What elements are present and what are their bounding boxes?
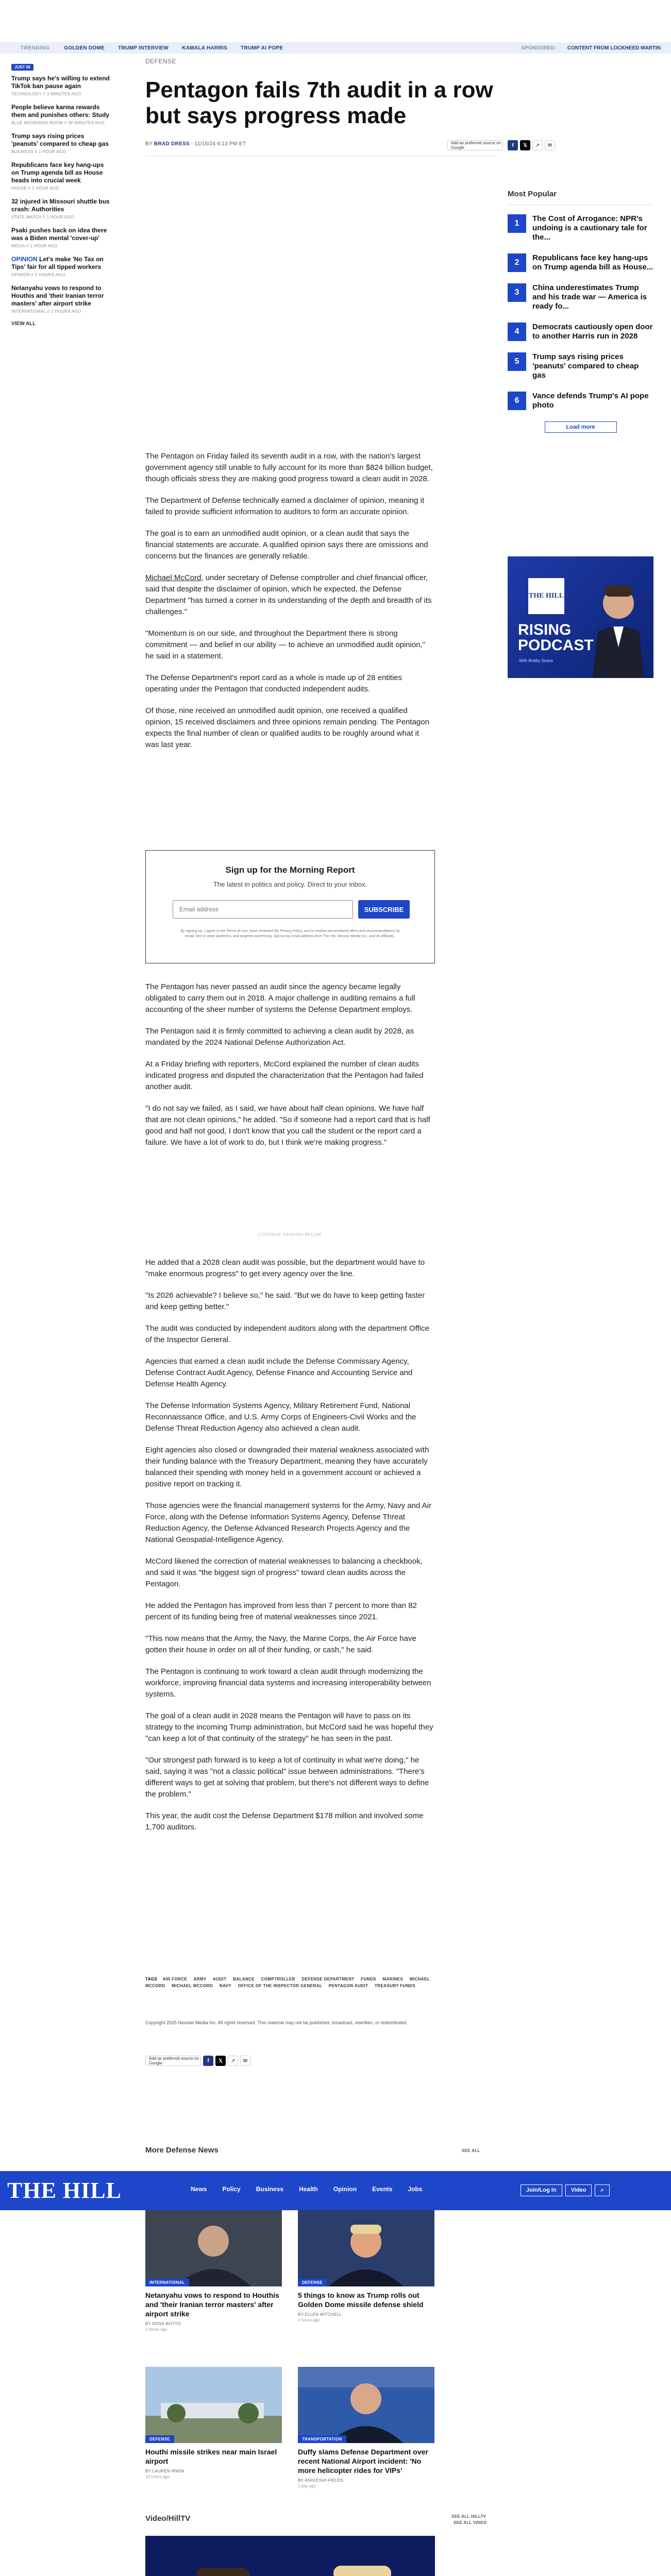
paragraph: "Momentum is on our side, and throughout the Department there is strong commitment — and belief in our ability — to achieve an unmodified audit opinion," he said in a statement. — [145, 629, 426, 660]
rail-story-meta: OPINION // 2 HOURS AGO — [11, 273, 65, 277]
category-badge: DEFENSE — [298, 2279, 327, 2286]
news-card-author[interactable]: BY ELLEN MITCHELL — [298, 2312, 342, 2317]
trending-item[interactable]: KAMALA HARRIS — [182, 45, 228, 51]
most-popular — [508, 190, 653, 433]
tags-label: TAGS — [145, 1977, 158, 1981]
sponsored-label: SPONSORED: — [521, 45, 556, 51]
tag-link[interactable]: OFFICE OF THE INSPECTOR GENERAL — [238, 1984, 323, 1988]
trending-item[interactable]: TRUMP INTERVIEW — [118, 45, 169, 51]
x-icon[interactable]: 𝕏 — [215, 2056, 226, 2066]
news-card[interactable] — [298, 2367, 434, 2488]
copyright: Copyright 2025 Nexstar Media Inc. All rights reserved. This material may not be published, broadcast, rewritten, or redistributed. — [145, 2020, 408, 2025]
video-thumbnail — [145, 2536, 435, 2576]
rail-story-meta: HOUSE // 1 HOUR AGO — [11, 186, 59, 191]
host-photo — [590, 575, 647, 678]
comment-icon[interactable]: ✉ — [240, 2056, 250, 2066]
paragraph: At a Friday briefing with reporters, McCord explained the number of clean audits indicated progress and disputed the characterization that the Pentagon had failed another audit. — [145, 1060, 424, 1091]
popular-item-title[interactable]: Democrats cautiously open door to another Harris run in 2028 — [532, 323, 653, 341]
section-label[interactable]: DEFENSE — [145, 58, 177, 65]
rail-story-meta: BLUE BROWSING ROOM // 38 MINUTES AGO — [11, 121, 105, 125]
tag-link[interactable]: PENTAGON AUDIT — [328, 1984, 368, 1988]
paragraph: This year, the audit cost the Defense Department $178 million and involved some 1,700 auditors. — [145, 1811, 424, 1832]
trending-item[interactable]: GOLDEN DOME — [64, 45, 105, 51]
mccord-link[interactable]: Michael McCord — [145, 573, 202, 582]
popular-item[interactable] — [508, 352, 653, 380]
news-card-time: 2 hours ago — [145, 2327, 167, 2332]
paragraph: The Defense Information Systems Agency, Military Retirement Fund, National Reconnaissance Office, and U.S. Army Corps of Engineers-Civil Works and the Defense Threat Reduction Agency also achieved a clean audit. — [145, 1401, 416, 1433]
news-card-image[interactable] — [298, 2210, 434, 2286]
most-popular-title: Most Popular — [508, 190, 653, 205]
primary-nav — [191, 2185, 422, 2193]
featured-video[interactable] — [145, 2536, 435, 2576]
podcast-host: With Robby Soave — [519, 658, 553, 663]
byline — [145, 141, 246, 147]
rail-story[interactable] — [11, 198, 112, 219]
see-all-hilltv-link[interactable]: SEE ALL HILLTV — [451, 2514, 487, 2519]
category-badge: INTERNATIONAL — [145, 2279, 189, 2286]
nav-news[interactable]: News — [191, 2185, 207, 2193]
news-card-time: 1 day ago — [298, 2484, 316, 2488]
paragraph: The Pentagon said it is firmly committed to achieving a clean audit by 2028, as mandated by the 2024 National Defense Authorization Act. — [145, 1027, 414, 1047]
paragraph: Agencies that earned a clean audit include the Defense Commissary Agency, Defense Contract Audit Agency, Defense Finance and Accounting Service and Defense Health Agency. — [145, 1357, 413, 1388]
rail-story[interactable] — [11, 284, 112, 314]
rail-story[interactable] — [11, 161, 112, 191]
paragraph: He added that a 2028 clean audit was possible, but the department would have to "make enormous progress" to get every agency over the line. — [145, 1258, 425, 1278]
rail-story-title[interactable] — [11, 256, 112, 271]
popular-item-title[interactable]: Vance defends Trump's AI pope photo — [532, 392, 649, 410]
share-bar-bottom — [145, 2056, 250, 2066]
tag-link[interactable]: MARINES — [382, 1977, 404, 1981]
rail-story-meta: STATE WATCH // 1 HOUR AGO — [11, 215, 74, 219]
rank-number: 2 — [508, 253, 526, 272]
paragraph: "I do not say we failed, as I said, we have about half clean opinions. We have half that are not clean opinions," he added. "So if someone had a report card that is half good and half not good, I don't know that you call the student or the report card a failure. We have a lot of work to do, but I think we're making progress." — [145, 1104, 430, 1147]
rail-story[interactable] — [11, 227, 112, 248]
article-body-a — [145, 451, 434, 761]
popular-item-title[interactable]: The Cost of Arrogance: NPR's undoing is a cautionary tale for the... — [532, 214, 647, 242]
news-card-title[interactable]: Netanyahu vows to respond to Houthis and 'their Iranian terror masters' after airport strike — [145, 2291, 279, 2318]
rail-story-title[interactable]: Psaki pushes back on idea there was a Biden mental 'cover-up' — [11, 227, 107, 242]
paragraph: "This now means that the Army, the Navy, the Marine Corps, the Air Force have gotten their house in order on all of their funding, or cash," he said. — [145, 1634, 416, 1654]
popular-item-title[interactable]: Republicans face key hang-ups on Trump agenda bill as House... — [532, 253, 653, 272]
share-bar — [447, 140, 503, 150]
nav-events[interactable]: Events — [372, 2185, 393, 2193]
see-all-link[interactable]: SEE ALL — [462, 2148, 480, 2153]
news-card-author[interactable]: BY ASHLEIGH FIELDS — [298, 2478, 344, 2483]
nav-business[interactable]: Business — [256, 2185, 284, 2193]
trending-item[interactable]: TRUMP AI POPE — [241, 45, 283, 51]
opinion-tag: OPINION — [11, 256, 38, 263]
nav-actions — [521, 2184, 610, 2196]
tag-link[interactable]: AUDIT — [212, 1977, 227, 1981]
tag-link[interactable]: MICHAEL MCCORD — [172, 1984, 213, 1988]
paragraph: The goal of a clean audit in 2028 means the Pentagon will have to pass on its strategy to the incoming Trump administration, but McCord said he was hopeful they "can keep a lot of that continuity of the strategy" he has seen in the past. — [145, 1711, 433, 1743]
news-card-author[interactable]: BY ROSA BOYTO — [145, 2321, 181, 2326]
rank-number: 5 — [508, 352, 526, 371]
share-icon[interactable]: ↗ — [532, 140, 543, 150]
category-badge: TRANSPORTATION — [298, 2435, 346, 2443]
nav-policy[interactable]: Policy — [222, 2185, 241, 2193]
facebook-icon[interactable]: f — [203, 2056, 213, 2066]
duffy-photo — [298, 2367, 434, 2443]
login-button[interactable]: Join/Log In — [521, 2184, 562, 2196]
site-nav-bar — [0, 2171, 671, 2210]
rail-story[interactable] — [11, 75, 112, 96]
view-all-link[interactable]: VIEW ALL — [11, 321, 36, 327]
popular-item-title[interactable]: China underestimates Trump and his trade war — America is ready fo... — [532, 283, 647, 311]
news-card-title[interactable]: Duffy slams Defense Department over recent National Airport incident: 'No more helicopter rides for VIPs' — [298, 2448, 428, 2475]
trending-label: TRENDING — [21, 45, 50, 51]
news-card-image[interactable] — [298, 2367, 434, 2443]
continue-reading-label: CONTINUE READING BELOW — [258, 1232, 322, 1237]
the-hill-brand[interactable]: THE HILL — [7, 2178, 122, 2203]
article-body-d — [145, 1257, 434, 1843]
tag-link[interactable]: COMPTROLLER — [261, 1977, 295, 1981]
tag-link[interactable]: ARMY — [193, 1977, 207, 1981]
rail-story-meta: INTERNATIONAL // 2 HOURS AGO — [11, 309, 81, 314]
google-preferred-button[interactable]: Add as preferred source on Google — [447, 140, 503, 150]
paragraph: "Is 2026 achievable? I believe so," he said. "But we do have to keep getting faster and keep getting better." — [145, 1291, 425, 1311]
newsletter-title: Sign up for the Morning Report — [225, 865, 355, 875]
popular-item[interactable] — [508, 283, 653, 311]
byline-prefix: BY — [145, 141, 153, 147]
nav-health[interactable]: Health — [299, 2185, 318, 2193]
popular-item[interactable] — [508, 323, 653, 341]
rising-podcast-ad[interactable] — [508, 556, 653, 678]
paragraph: "Our strongest path forward is to keep a lot of continuity in what we're doing," he said, saying it was "not a classic political" issue between administrations. "There's different ways to get at solving that problem, but there's not different ways to define the problem." — [145, 1756, 429, 1799]
publish-date: - 11/15/24 6:13 PM ET — [191, 141, 246, 147]
news-card-image[interactable] — [145, 2367, 282, 2443]
rail-story-title[interactable]: 32 injured in Missouri shuttle bus crash: Authorities — [11, 198, 110, 213]
rank-number: 1 — [508, 214, 526, 233]
more-news-title: More Defense News — [145, 2146, 219, 2155]
paragraph: He added the Pentagon has improved from less than 7 percent to more than 82 percent of its funding being free of material weaknesses since 2021. — [145, 1601, 417, 1621]
rail-story[interactable] — [11, 104, 112, 125]
google-preferred-button[interactable]: Add as preferred source on Google — [145, 2056, 201, 2066]
news-card[interactable] — [145, 2210, 282, 2332]
article-headline: Pentagon fails 7th audit in a row but says progress made — [145, 77, 493, 128]
rail-story-title[interactable]: Republicans face key hang-ups on Trump agenda bill as House heads into crucial week — [11, 161, 104, 184]
the-hill-logo: THE HILL — [528, 578, 564, 614]
search-icon[interactable]: ⌕ — [595, 2184, 609, 2196]
tag-link[interactable]: NAVY — [219, 1984, 232, 1988]
news-card-title[interactable]: Houthi missile strikes near main Israel airport — [145, 2448, 277, 2465]
paragraph-text: , under secretary of Defense comptroller and chief financial officer, said that despite the disclaimer of opinion, which he expected, the Defense Department "has turned a corner in its understanding of the depth and breadth of its challenges." — [145, 573, 432, 616]
rail-story-title[interactable]: People believe karma rewards them and punishes others: Study — [11, 104, 110, 118]
see-all-video-link[interactable]: SEE ALL VIDEO — [454, 2520, 487, 2525]
news-card-image[interactable] — [145, 2210, 282, 2286]
sponsored-link[interactable]: CONTENT FROM LOCKHEED MARTIN — [567, 45, 661, 51]
rail-story-meta: BUSINESS // 1 HOUR AGO — [11, 149, 66, 154]
paragraph: McCord likened the correction of material weaknesses to balancing a checkbook, and said it was "the biggest sign of progress" toward clean audits across the Pentagon. — [145, 1557, 423, 1588]
tag-link[interactable]: AIR FORCE — [162, 1977, 188, 1981]
tag-link[interactable]: DEFENSE DEPARTMENT — [301, 1977, 355, 1981]
newsletter-desc: The latest in politics and policy. Direct to your inbox. — [213, 880, 367, 888]
paragraph: The Pentagon is continuing to work toward a clean audit through modernizing the workforce, improving financial data systems and increasing interoperability between systems. — [145, 1667, 431, 1699]
newsletter-signup — [145, 850, 435, 963]
paragraph — [145, 572, 434, 618]
just-in-badge: JUST IN — [11, 64, 33, 71]
rail-story[interactable] — [11, 256, 112, 277]
email-field[interactable]: Email address — [173, 900, 353, 919]
facebook-icon[interactable]: f — [508, 140, 518, 150]
rail-story-meta: TECHNOLOGY // 2 MINUTES AGO — [11, 92, 81, 96]
news-card-time: 4 hours ago — [298, 2318, 320, 2323]
load-more-button[interactable]: Load more — [545, 421, 617, 433]
popular-item[interactable] — [508, 253, 653, 272]
tags — [145, 1976, 434, 1989]
rank-number: 4 — [508, 323, 526, 341]
just-in-rail — [11, 62, 112, 327]
subscribe-button[interactable]: SUBSCRIBE — [358, 900, 410, 919]
podcast-line1: RISING — [518, 621, 572, 638]
news-card-title[interactable]: 5 things to know as Trump rolls out Golden Dome missile defense shield — [298, 2291, 424, 2309]
article-body-c — [145, 981, 434, 1159]
video-section-title: Video/HillTV — [145, 2514, 191, 2523]
x-icon[interactable]: 𝕏 — [520, 140, 530, 150]
tag-link[interactable]: MICHAEL MCCORD — [145, 1977, 430, 1988]
tag-link[interactable]: TREASURY FUNDS — [374, 1984, 415, 1988]
paragraph: Of those, nine received an unmodified audit opinion, one received a qualified opinion, 15 received disclaimers and three opinions remain pending. The Pentagon expects the final number of clean or qualified audits to be roughly around what it was last year. — [145, 706, 429, 749]
author-link[interactable]: BRAD DRESS — [154, 141, 190, 147]
paragraph: The goal is to earn an unmodified audit opinion, or a clean audit that says the financial statements are accurate. A qualified opinion says there are omissions and concerns but the finances are generally reliable. — [145, 529, 428, 561]
airport-photo — [145, 2367, 282, 2443]
popular-item[interactable] — [508, 392, 653, 410]
trump-photo — [298, 2210, 434, 2286]
popular-item[interactable] — [508, 214, 653, 242]
popular-item-title[interactable]: Trump says rising prices 'peanuts' compared to cheap gas — [532, 352, 639, 380]
category-badge: DEFENSE — [145, 2435, 174, 2443]
comment-icon[interactable]: ✉ — [545, 140, 555, 150]
rail-story-meta: MEDIA // 1 HOUR AGO — [11, 244, 58, 248]
tag-link[interactable]: BALANCE — [233, 1977, 255, 1981]
share-icons — [508, 140, 555, 150]
paragraph: Eight agencies also closed or downgraded their material weakness associated with their funding balance with the Treasury Department, meaning they have accurately balanced their spending with money held in a government account or achieved a positive report on tracking it. — [145, 1446, 429, 1488]
rail-story[interactable] — [11, 132, 112, 154]
newsletter-fine-print: By signing up, I agree to the Terms of Use, have reviewed the Privacy Policy, and to receive personalized offers and recommendations by email, text or other platforms, and targeted advertising. Opt-out by email address from The Hill. Nexstar Media Inc., and its affiliates. — [180, 929, 400, 938]
news-card[interactable] — [145, 2367, 282, 2479]
paragraph: Those agencies were the financial management systems for the Army, Navy and Air Force, along with the Defense Information Systems Agency, Defense Threat Reduction Agency, the Defense Advanced Research Projects Agency and the National Geospatial-Intelligence Agency. — [145, 1501, 431, 1544]
paragraph: The Pentagon on Friday failed its seventh audit in a row, with the nation's largest government agency still unable to fully account for its more than $824 billion budget, though officials stress they are making good progress toward a clean audit in 2028. — [145, 452, 433, 483]
paragraph: The Department of Defense technically earned a disclaimer of opinion, meaning it failed to provide sufficient information to auditors to form an accurate opinion. — [145, 496, 425, 516]
news-card[interactable] — [298, 2210, 434, 2323]
trending-bar — [0, 42, 671, 54]
netanyahu-photo — [145, 2210, 282, 2286]
share-icon[interactable]: ↗ — [228, 2056, 238, 2066]
podcast-line2: PODCAST — [518, 637, 594, 654]
news-card-author[interactable]: BY LAUREN IRWIN — [145, 2469, 184, 2473]
nav-jobs[interactable]: Jobs — [408, 2185, 423, 2193]
rank-number: 3 — [508, 283, 526, 302]
tag-link[interactable]: FUNDS — [361, 1977, 376, 1981]
nav-opinion[interactable]: Opinion — [333, 2185, 357, 2193]
podcast-title — [518, 622, 594, 653]
news-card-time: 10 hours ago — [145, 2475, 170, 2479]
rank-number: 6 — [508, 392, 526, 410]
rail-story-title-text[interactable]: Let's make 'No Tax on Tips' fair for all tipped workers — [11, 256, 104, 270]
rail-story-title[interactable]: Netanyahu vows to respond to Houthis and 'their Iranian terror masters' after airport strike — [11, 284, 104, 307]
rail-story-title[interactable]: Trump says he's willing to extend TikTok ban pause again — [11, 75, 110, 90]
paragraph: The Pentagon has never passed an audit since the agency became legally obligated to carry them out in 2018. A major challenge in auditing remains a full accounting of the sheer number of systems the Defense Department employs. — [145, 982, 415, 1014]
paragraph: The Defense Department's report card as a whole is made up of 28 entities operating under the Pentagon that conducted independent audits. — [145, 673, 402, 693]
rail-story-title[interactable]: Trump says rising prices 'peanuts' compared to cheap gas — [11, 132, 109, 147]
video-button[interactable]: Video — [565, 2184, 592, 2196]
paragraph: The audit was conducted by independent auditors along with the department Office of the Inspector General. — [145, 1324, 429, 1344]
